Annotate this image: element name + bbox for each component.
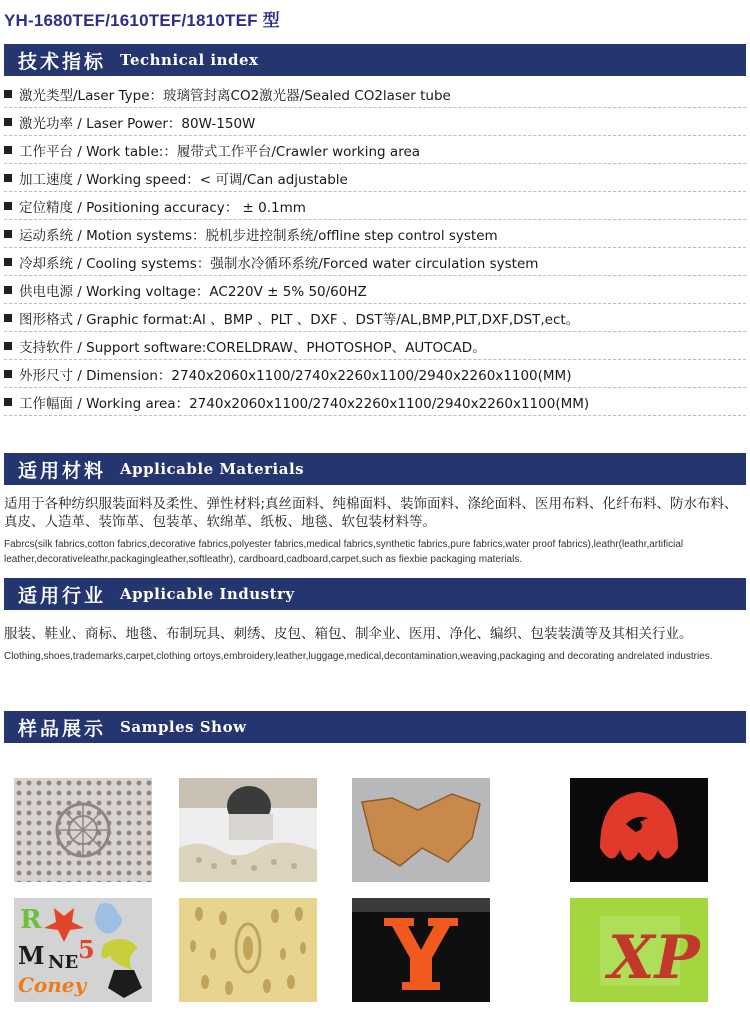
- industry-en: Clothing,shoes,trademarks,carpet,clothing ortoys,embroidery,leather,luggage,medical,decontamination,weaving,packaging and decorating andrelated industries.: [4, 651, 713, 662]
- lace-pattern-sample: [14, 778, 152, 882]
- spec-text: 工作幅面 / Working area：2740x2060x1100/2740x2260x1100/2940x2260x1100(MM): [19, 396, 590, 412]
- spec-text: 冷却系统 / Cooling systems：强制水冷循环系统/Forced water circulation system: [19, 256, 539, 272]
- bullet-icon: [4, 90, 12, 98]
- spec-text: 工作平台 / Work table:：履带式工作平台/Crawler working area: [19, 144, 421, 160]
- bullet-icon: [4, 398, 12, 406]
- perforated-fabric-sample: [179, 898, 317, 1002]
- industry-cn: 服装、鞋业、商标、地毯、布制玩具、刺绣、皮包、箱包、制伞业、医用、净化、编织、包装装潢等及其相关行业。: [4, 626, 693, 642]
- section-title-en: Technical index: [120, 51, 259, 69]
- bullet-icon: [4, 342, 12, 350]
- industry-header: [4, 578, 746, 610]
- spec-row-laser-power: [4, 108, 746, 136]
- bullet-icon: [4, 174, 12, 182]
- section-title-en: Applicable Industry: [120, 585, 295, 603]
- spec-text: 激光功率 / Laser Power：80W-150W: [19, 116, 256, 132]
- spec-row-positioning: [4, 192, 746, 220]
- spec-text: 运动系统 / Motion systems：脱机步进控制系统/offline step control system: [19, 228, 498, 244]
- red-bird-sample: [570, 778, 708, 882]
- svg-text:M: M: [18, 941, 45, 970]
- spec-text: 外形尺寸 / Dimension：2740x2060x1100/2740x2260x1100/2940x2260x1100(MM): [19, 368, 572, 384]
- worker-cutting-sample: [179, 778, 317, 882]
- bullet-icon: [4, 118, 12, 126]
- technical-index-header: [4, 44, 746, 76]
- bullet-icon: [4, 314, 12, 322]
- spec-row-motion: [4, 220, 746, 248]
- spec-row-cooling: [4, 248, 746, 276]
- section-title-cn: 适用行业: [18, 584, 107, 607]
- bullet-icon: [4, 202, 12, 210]
- bullet-icon: [4, 230, 12, 238]
- svg-text:NE: NE: [48, 952, 79, 973]
- model-title: YH-1680TEF/1610TEF/1810TEF 型: [4, 11, 280, 30]
- spec-text: 加工速度 / Working speed：< 可调/Can adjustable: [19, 172, 348, 188]
- materials-header: [4, 453, 746, 485]
- spec-row-voltage: [4, 276, 746, 304]
- bullet-icon: [4, 370, 12, 378]
- section-title-cn: 技术指标: [18, 50, 107, 73]
- letters-shapes-sample: [14, 898, 152, 1002]
- spec-row-dimension: [4, 360, 746, 388]
- spec-text: 激光类型/Laser Type：玻璃管封离CO2激光器/Sealed CO2laser tube: [19, 88, 451, 104]
- samples-header: [4, 711, 746, 743]
- section-title-en: Applicable Materials: [120, 460, 305, 478]
- spec-list: [4, 80, 746, 416]
- orange-logo-sample: [352, 898, 490, 1002]
- sample-letters-xp: XP: [608, 923, 700, 993]
- spec-text: 支持软件 / Support software:CORELDRAW、PHOTOSHOP、AUTOCAD。: [19, 340, 486, 356]
- spec-row-laser-type: [4, 80, 746, 108]
- materials-text: [4, 495, 746, 567]
- spec-row-working-area: [4, 388, 746, 416]
- bullet-icon: [4, 146, 12, 154]
- xp-logo-sample: [570, 898, 708, 1002]
- svg-text:5: 5: [78, 935, 95, 964]
- spec-row-software: [4, 332, 746, 360]
- section-title-cn: 样品展示: [18, 717, 107, 740]
- industry-text: [4, 625, 746, 664]
- bullet-icon: [4, 258, 12, 266]
- spec-text: 供电电源 / Working voltage：AC220V ± 5% 50/60HZ: [19, 284, 367, 300]
- spec-text: 图形格式 / Graphic format:AI 、BMP 、PLT 、DXF 、DST等/AL,BMP,PLT,DXF,DST,ect。: [19, 312, 580, 328]
- bullet-icon: [4, 286, 12, 294]
- materials-cn: 适用于各种纺织服装面料及柔性、弹性材料;真丝面料、纯棉面料、装饰面料、涤纶面料、医用布料、化纤布料、防水布料、真皮、人造革、装饰革、包装革、软绵革、纸板、地毯、软包装材料等。: [4, 496, 738, 530]
- section-title-cn: 适用材料: [18, 459, 107, 482]
- spec-row-work-table: [4, 136, 746, 164]
- spec-row-graphic-format: [4, 304, 746, 332]
- spec-text: 定位精度 / Positioning accuracy： ± 0.1mm: [19, 200, 306, 216]
- leather-piece-sample: [352, 778, 490, 882]
- spec-row-working-speed: [4, 164, 746, 192]
- materials-en: Fabrcs(silk fabrics,cotton fabrics,decorative fabrics,polyester fabrics,medical fabrics,synthetic fabrics,pure fabrics,water proof fabrics),leathr(leathr,artificial leather,decorativeleathr,packagingleather,softleathr), cardboard,cadboard,carpet,such as fiexbie packaging materials.: [4, 539, 684, 565]
- section-title-en: Samples Show: [120, 718, 247, 736]
- svg-text:Coney: Coney: [18, 973, 87, 997]
- sample-letter-r: R: [20, 905, 42, 935]
